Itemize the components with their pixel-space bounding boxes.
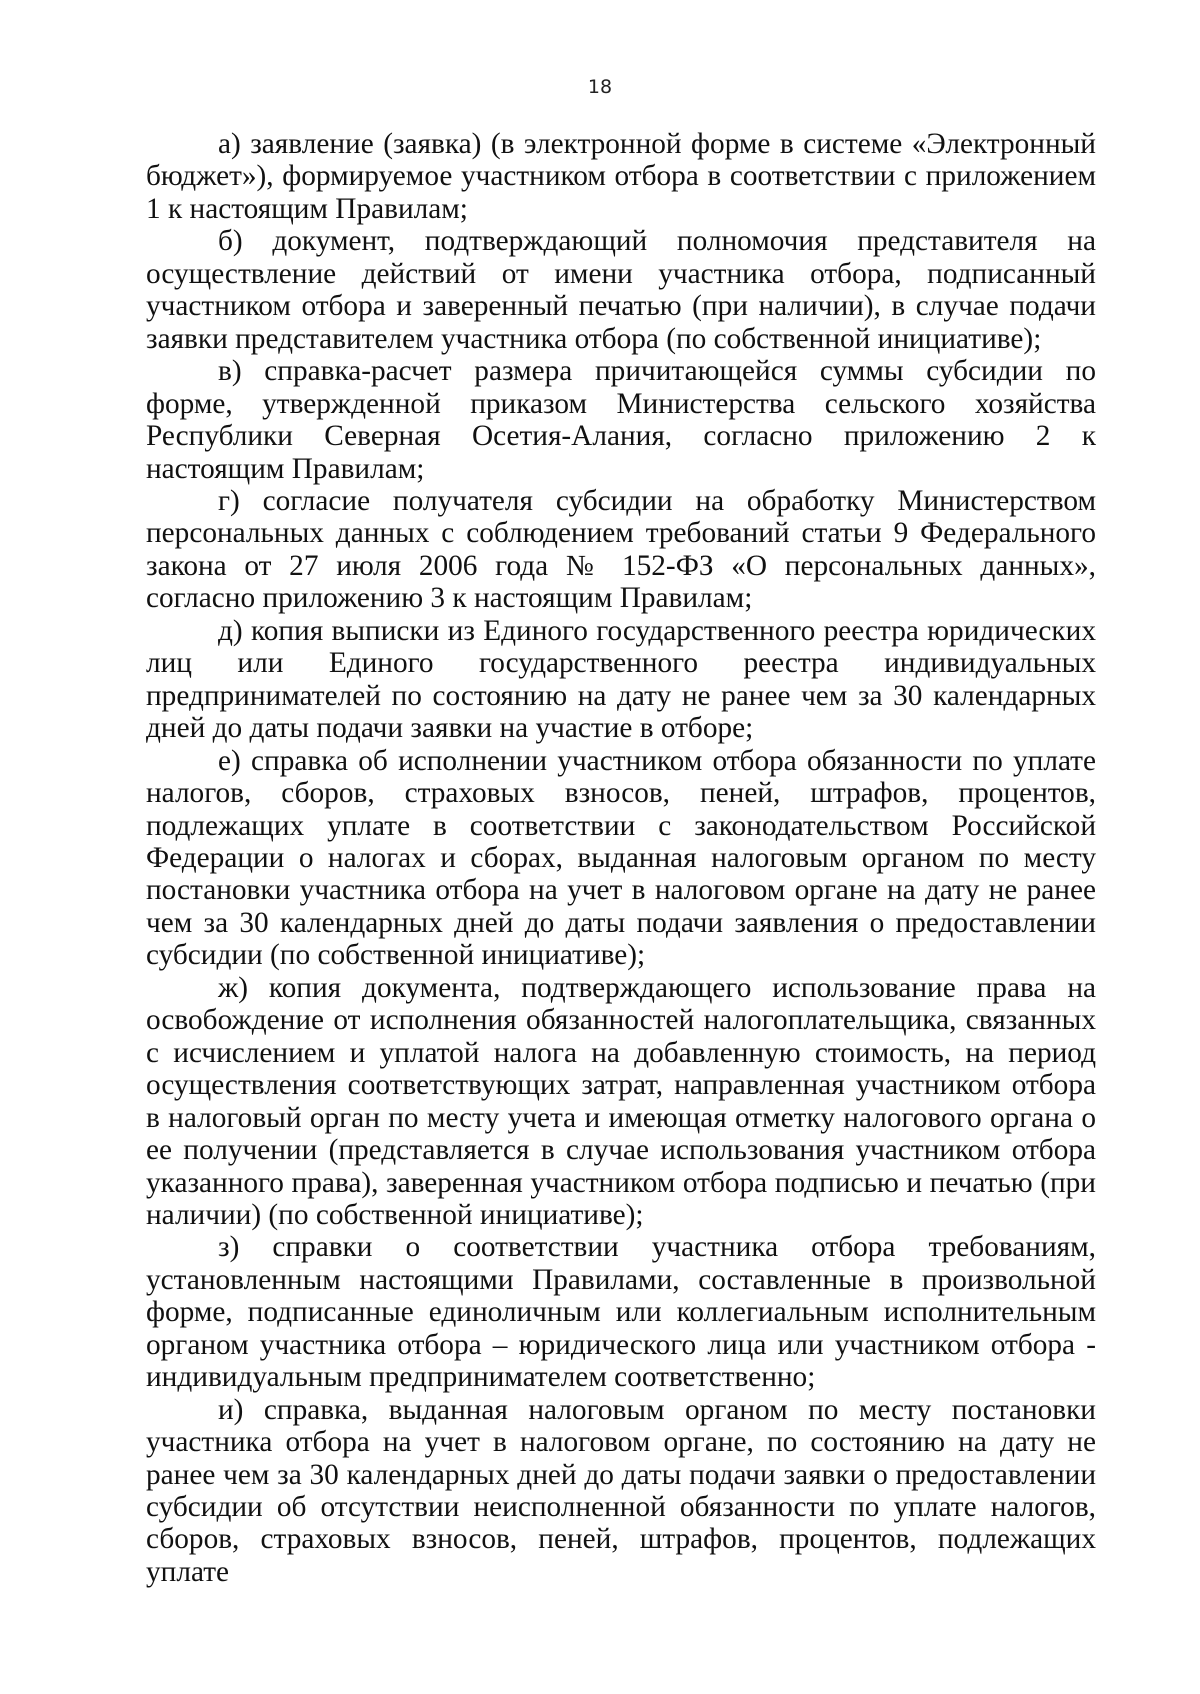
paragraph-item-a: а) заявление (заявка) (в электронной форме в системе «Электронный бюджет»), формируемое участником отбора в соответствии с приложением 1 к настоящим Правилам; (146, 128, 1096, 225)
paragraph-item-g: г) согласие получателя субсидии на обработку Министерством персональных данных с соблюдением требований статьи 9 Федерального закона от 27 июля 2006 года № 152-ФЗ «О персональных данных», согласно приложению 3 к настоящим Правилам; (146, 484, 1096, 615)
paragraph-item-e: е) справка об исполнении участником отбора обязанности по уплате налогов, сборов, страховых взносов, пеней, штрафов, процентов, подлежащих уплате в соответствии с законодательством Российской Федерации о налогах и сборах, выданная налоговым органом по месту постановки участника отбора на учет в налоговом органе на дату не ранее чем за 30 календарных дней до даты подачи заявления о предоставлении субсидии (по собственной инициативе); (146, 744, 1096, 972)
paragraph-item-zh: ж) копия документа, подтверждающего использование права на освобождение от исполнения обязанностей налогоплательщика, связанных с исчислением и уплатой налога на добавленную стоимость, на период осуществления соответствующих затрат, направленная участником отбора в налоговый орган по месту учета и имеющая отметку налогового органа о ее получении (представляется в случае использования участником отбора указанного права), заверенная участником отбора подписью и печатью (при наличии) (по собственной инициативе); (146, 971, 1096, 1231)
page-number: 18 (587, 76, 613, 98)
paragraph-item-d: д) копия выписки из Единого государственного реестра юридических лиц или Единого государственного реестра индивидуальных предпринимателей по состоянию на дату не ранее чем за 30 календарных дней до даты подачи заявки на участие в отборе; (146, 614, 1096, 745)
paragraph-item-v: в) справка-расчет размера причитающейся суммы субсидии по форме, утвержденной приказом Министерства сельского хозяйства Республики Северная Осетия-Алания, согласно приложению 2 к настоящим Правилам; (146, 355, 1096, 485)
document-body (146, 128, 1096, 1588)
paragraph-item-i: и) справка, выданная налоговым органом по месту постановки участника отбора на учет в налоговом органе, по состоянию на дату не ранее чем за 30 календарных дней до даты подачи заявки о предоставлении субсидии об отсутствии неисполненной обязанности по уплате налогов, сборов, страховых взносов, пеней, штрафов, процентов, подлежащих уплате (146, 1393, 1096, 1588)
paragraph-item-b: б) документ, подтверждающий полномочия представителя на осуществление действий от имени участника отбора, подписанный участником отбора и заверенный печатью (при наличии), в случае подачи заявки представителем участника отбора (по собственной инициативе); (146, 225, 1096, 355)
paragraph-item-z: з) справки о соответствии участника отбора требованиям, установленным настоящими Правилами, составленные в произвольной форме, подписанные единоличным или коллегиальным исполнительным органом участника отбора – юридического лица или участником отбора - индивидуальным предпринимателем соответственно; (146, 1231, 1096, 1394)
